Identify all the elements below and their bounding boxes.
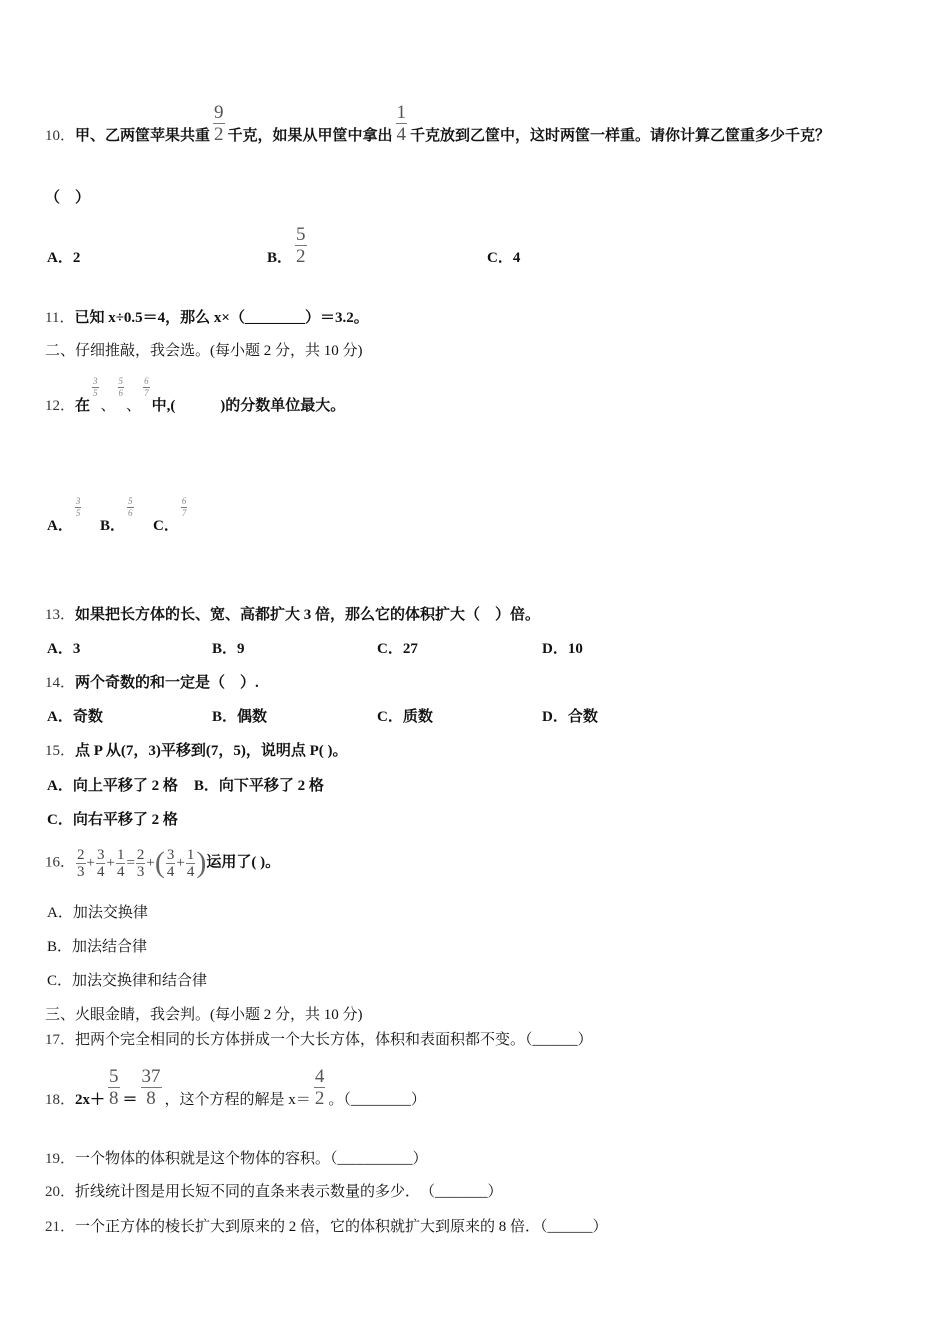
question-17: 17．把两个完全相同的长方体拼成一个大长方体，体积和表面积都不变。（______） xyxy=(45,1032,593,1048)
fraction-4-2: $\frac{4}{2}$ xyxy=(314,1066,325,1109)
equals-sign: ＝ xyxy=(122,1092,138,1108)
fraction-1-4: $\frac{1}{4}$ xyxy=(116,846,125,880)
fraction-3-4: $\frac{3}{4}$ xyxy=(166,846,175,880)
option-a[interactable]: A．3 xyxy=(47,641,81,657)
question-16-text: 运用了( )。 xyxy=(206,854,281,871)
option-a[interactable]: A． $\frac{3}{5}$ xyxy=(47,496,81,534)
question-11: 11．已知 x÷0.5＝4，那么 x×（________）＝3.2。 xyxy=(45,310,369,326)
section-2-heading: 二、仔细推敲，我会选。(每小题 2 分，共 10 分) xyxy=(45,343,363,359)
question-21: 21．一个正方体的棱长扩大到原来的 2 倍，它的体积就扩大到原来的 8 倍．（______） xyxy=(45,1219,608,1235)
option-b[interactable]: B．偶数 xyxy=(212,709,268,725)
equals-sign: = xyxy=(126,855,135,871)
option-a[interactable]: A．加法交换律 xyxy=(47,905,148,921)
fraction-3-4: $\frac{3}{4}$ xyxy=(96,846,105,880)
answer-blank: 。（________） xyxy=(328,1092,426,1108)
question-13: 13．如果把长方体的长、宽、高都扩大 3 倍，那么它的体积扩大（ ）倍。 xyxy=(45,607,541,623)
option-c[interactable]: C．27 xyxy=(377,641,418,657)
question-15: 15．点 P 从(7，3)平移到(7，5)，说明点 P( )。 xyxy=(45,743,348,759)
question-16 xyxy=(45,846,280,880)
plus-sign: + xyxy=(106,855,115,871)
fraction-6-7: $\frac{6}{7}$ xyxy=(181,496,187,518)
option-row xyxy=(47,777,324,795)
right-paren: ) xyxy=(196,846,207,879)
question-12: 12．在 $\frac{3}{5}$ 、 $\frac{5}{6}$ 、 $\frac{6}{7}$ 中,( )的分数单位最大。 xyxy=(45,376,346,414)
question-16-number: 16． xyxy=(45,854,76,871)
option-b[interactable]: B．加法结合律 xyxy=(47,939,148,955)
question-18-text: ，这个方程的解是 x＝ xyxy=(164,1092,311,1108)
option-b[interactable]: B． $\frac{5}{2}$ xyxy=(267,224,306,267)
left-paren: ( xyxy=(154,846,165,879)
answer-blank: （ ） xyxy=(45,190,91,206)
plus-sign: + xyxy=(176,855,185,871)
option-c[interactable]: C． $\frac{6}{7}$ xyxy=(153,496,187,534)
fraction-2-3: $\frac{2}{3}$ xyxy=(136,846,145,880)
fraction-3-5: $\frac{3}{5}$ xyxy=(93,376,98,398)
option-d[interactable]: D．合数 xyxy=(542,709,598,725)
fraction-9-2: $\frac{9}{2}$ xyxy=(214,102,224,145)
fraction-2-3: $\frac{2}{3}$ xyxy=(77,846,85,880)
option-c[interactable]: C．加法交换律和结合律 xyxy=(47,973,208,989)
option-b[interactable]: B．向下平移了 2 格 xyxy=(193,778,324,794)
question-10: 10．甲、乙两筐苹果共重 $\frac{9}{2}$ 千克，如果从甲筐中拿出 $\frac{1}{4}$ 千克放到乙筐中，这时两筐一样重。请你计算乙筐重多少千克？ xyxy=(45,102,831,145)
fraction-5-8: $\frac{5}{8}$ xyxy=(109,1066,119,1109)
fraction-6-7: $\frac{6}{7}$ xyxy=(144,376,149,398)
option-b[interactable]: B．9 xyxy=(212,641,245,657)
option-a[interactable]: A．向上平移了 2 格 xyxy=(47,778,178,794)
option-c[interactable]: C．质数 xyxy=(377,709,433,725)
fraction-1-4: $\frac{1}{4}$ xyxy=(396,102,407,145)
plus-sign: + xyxy=(86,855,95,871)
option-a[interactable]: A．奇数 xyxy=(47,709,103,725)
fraction-37-8: $\frac{37}{8}$ xyxy=(141,1066,161,1109)
option-c[interactable]: C．4 xyxy=(487,250,521,266)
question-14: 14．两个奇数的和一定是（ ）. xyxy=(45,675,259,691)
fraction-1-4: $\frac{1}{4}$ xyxy=(186,846,195,880)
fraction-5-6: $\frac{5}{6}$ xyxy=(128,496,133,518)
question-19: 19．一个物体的体积就是这个物体的容积。（__________） xyxy=(45,1151,428,1167)
question-20: 20．折线统计图是用长短不同的直条来表示数量的多少． （_______） xyxy=(45,1184,503,1200)
question-18: 18．2x＋ $\frac{5}{8}$ ＝ $\frac{37}{8}$ ，这个方程的解是 x＝ $\frac{4}{2}$ 。（________） xyxy=(45,1066,426,1109)
option-d[interactable]: D．10 xyxy=(542,641,583,657)
fraction-5-2: $\frac{5}{2}$ xyxy=(296,224,306,267)
option-a[interactable]: A．2 xyxy=(47,250,81,266)
option-b[interactable]: B． $\frac{5}{6}$ xyxy=(100,496,133,534)
fraction-3-5: $\frac{3}{5}$ xyxy=(75,496,81,518)
fraction-5-6: $\frac{5}{6}$ xyxy=(118,376,124,398)
section-3-heading: 三、火眼金睛，我会判。(每小题 2 分，共 10 分) xyxy=(45,1007,363,1023)
plus-sign: + xyxy=(146,855,155,871)
option-c[interactable]: C．向右平移了 2 格 xyxy=(47,812,178,828)
